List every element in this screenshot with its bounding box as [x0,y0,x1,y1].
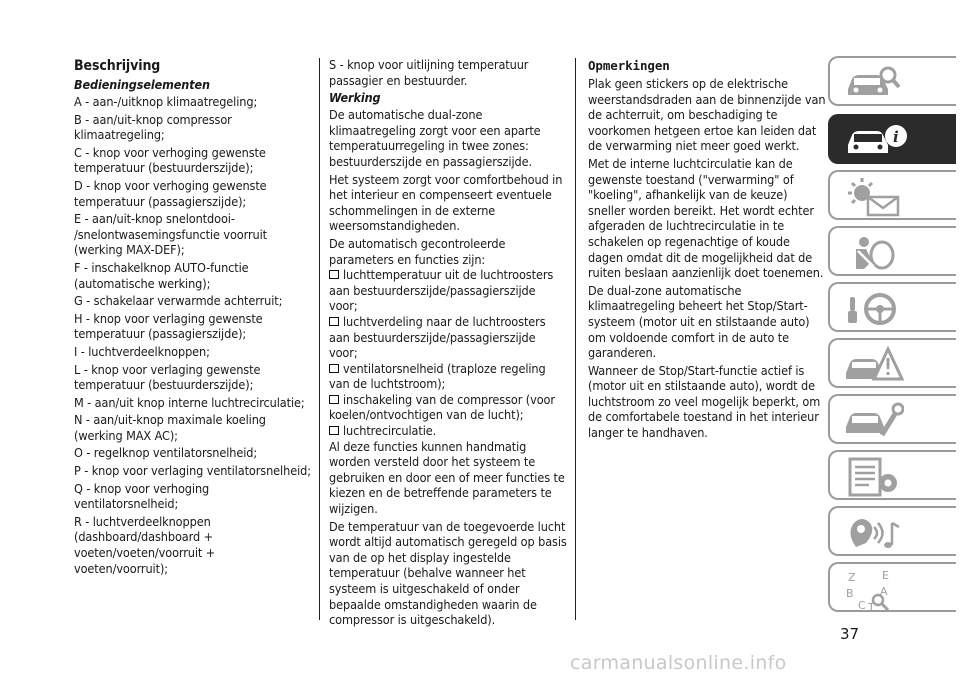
tab-maintenance[interactable] [828,394,956,444]
svg-text:C: C [858,599,866,612]
parameter-list [329,267,567,439]
column-3 [588,57,826,443]
column-divider-2 [575,58,576,620]
control-item: Q - knop voor verhoging ventilatorsnelheid; [74,480,210,512]
tab-starting-driving[interactable] [828,282,956,332]
tab-emergency[interactable] [828,338,956,388]
control-item: B - aan/uit-knop compressor klimaatregeling; [74,111,232,143]
remark-paragraph: Wanneer de Stop/Start-functie actief is (motor uit en stilstaande auto), wordt de luchtstroom zo veel mogelijk beperkt, om de comfortabele toestand in het interieur langer te handhaven. [588,362,821,441]
remark-paragraph: Plak geen stickers op de elektrische weerstandsdraden aan de binnenzijde van de achterruit, om beschadiging te voorkomen hetgeen ertoe kan leiden dat de verwarming niet meer goed werkt. [588,76,826,154]
tab-car-search[interactable] [828,56,956,106]
parameter-item [329,314,567,361]
column-divider-1 [319,58,320,620]
operation-paragraph: Het systeem zorgt voor comfortbehoud in het interieur en compenseert eventuele schommelingen in de externe weersomstandigheden. [329,171,563,234]
controls-list [74,94,312,576]
multimedia-icon [844,513,904,553]
control-item: D - knop voor verhoging gewenste temperatuur (passagierszijde); [74,177,267,209]
tab-multimedia[interactable] [828,506,956,556]
operation-paragraph: De temperatuur van de toegevoerde lucht wordt altijd automatisch geregeld op basis van de op het display ingestelde temperatuur (behalve wanneer het systeem is uitgeschakeld of onder bepaalde omstandigheden waarin de compressor is uitgeschakeld). [329,518,567,628]
control-item: I - luchtverdeelknoppen; [74,343,210,359]
bullet-icon [329,395,339,404]
controls-subtitle: Bedieningselementen [74,77,210,92]
tab-car-info[interactable] [828,114,956,164]
alphabetical-index-icon [844,569,904,613]
car-search-icon [844,63,904,101]
section-title: Beschrijving [74,58,161,74]
control-item: F - inschakelknop AUTO-functie (automatische werking); [74,259,249,291]
bullet-icon [329,317,339,326]
remark-paragraph: Met de interne luchtcirculatie kan de gewenste toestand ("verwarming" of "koeling", afhankelijk van de keuze) sneller worden bereikt. Het wordt echter afgeraden de luchtrecirculatie in te schakelen op regenachtige of koude dagen omdat dit de mogelijkheid dat de ruiten beslaan aanzienlijk doet toenemen. [588,155,824,281]
control-item: A - aan-/uitknop klimaatregeling; [74,94,258,109]
control-item: L - knop voor verlaging gewenste temperatuur (bestuurderszijde); [74,361,261,393]
tab-technical-data[interactable] [828,450,956,500]
bullet-icon [329,270,339,279]
parameter-text: luchttemperatuur uit de luchtroosters aan bestuurderszijde/passagierszijde voor; [329,267,554,314]
svg-text:A: A [880,585,888,598]
control-item: R - luchtverdeelknoppen (dashboard/dashboard + voeten/voeten/voorruit + voeten/voorruit); [74,513,216,576]
control-item: N - aan/uit-knop maximale koeling (werking MAX AC); [74,412,266,443]
breakdown-triangle-icon [844,345,904,385]
parameter-item [329,392,567,423]
remark-paragraph: De dual-zone automatische klimaatregeling beheert het Stop/Start-systeem (motor uit en stilstaande auto) om voldoende comfort in de auto te garanderen. [588,282,810,361]
control-item: H - knop voor verlaging gewenste temperatuur (passagierszijde); [74,310,263,342]
control-item: O - regelknop ventilatorsnelheid; [74,445,258,461]
svg-text:B: B [846,587,854,600]
control-item: E - aan/uit-knop snelontdooi- /snelontwasemingsfunctie voorruit (werking MAX-DEF); [74,211,267,258]
bullet-icon [329,426,339,435]
parameter-item [329,361,567,392]
parameter-text: luchtverdeling naar de luchtroosters aan bestuurderszijde/passagierszijde voor; [329,313,546,361]
operation-paragraph: De automatisch gecontroleerde parameters en functies zijn: [329,235,506,267]
tab-lights-message[interactable] [828,170,956,220]
technical-data-icon [844,457,904,497]
control-s: S - knop voor uitlijning temperatuur passagier en bestuurder. [329,57,529,88]
svg-text:Z: Z [848,571,856,584]
page-number: 37 [840,625,860,643]
maintenance-tools-icon [844,401,904,441]
tab-safety[interactable] [828,226,956,276]
parameter-text: inschakeling van de compressor (voor koelen/ontvochtigen van de lucht); [329,391,555,423]
control-item: G - schakelaar verwarmde achterruit; [74,293,283,309]
control-item: P - knop voor verlaging ventilatorsnelheid; [74,463,311,479]
control-item: M - aan/uit knop interne luchtrecirculatie; [74,394,305,410]
parameter-text: ventilatorsnelheid (traploze regeling van de luchtstroom); [329,360,546,392]
remarks-title: Opmerkingen [588,58,670,73]
operation-paragraph: De automatische dual-zone klimaatregeling zorgt voor een aparte temperatuurregeling in twee zones: bestuurderszijde en passagierszijde. [329,107,541,169]
car-info-icon [844,121,908,159]
steering-wheel-icon [844,289,904,329]
tab-index[interactable] [828,562,956,612]
svg-text:i: i [893,128,899,146]
svg-text:E: E [882,569,889,582]
airbag-seat-icon [844,233,904,273]
lights-message-icon [844,177,904,217]
column-2 [329,57,567,630]
control-item: C - knop voor verhoging gewenste temperatuur (bestuurderszijde); [74,144,266,176]
column-1 [74,58,312,578]
operation-subtitle: Werking [329,90,381,106]
watermark: carmanualsonline.info [570,652,787,674]
parameter-item [329,423,567,439]
bullet-icon [329,364,339,373]
operation-paragraph: Al deze functies kunnen handmatig worden versteld door het systeem te gebruiken en door een of meer functies te kiezen en de betreffende parameters te wijzigen. [329,438,565,517]
parameter-text: luchtrecirculatie. [343,423,437,439]
parameter-item [329,267,567,314]
svg-text:T: T [868,601,875,613]
